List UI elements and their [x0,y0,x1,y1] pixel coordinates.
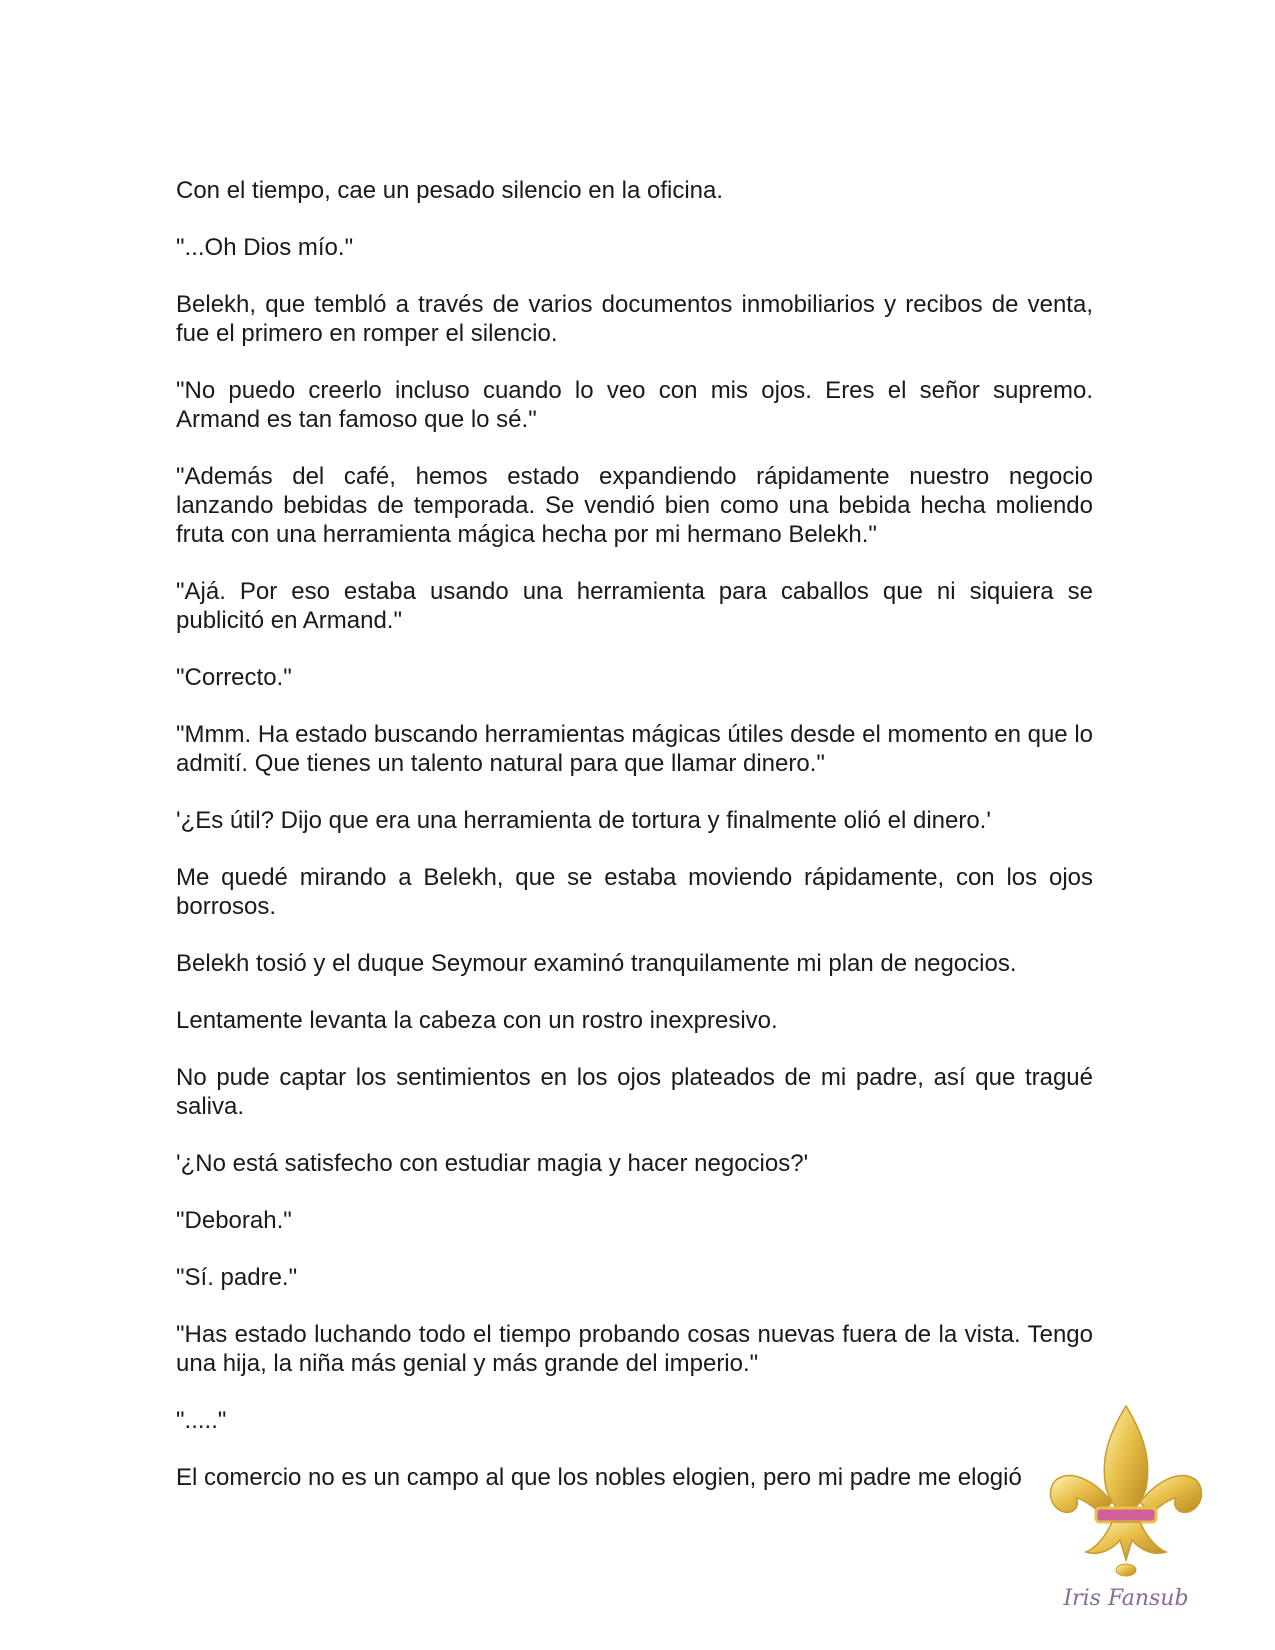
paragraph: Lentamente levanta la cabeza con un rostro inexpresivo. [176,1007,778,1034]
paragraph: "Ajá. Por eso estaba usando una herramienta para caballos que ni siquiera se publicitó en Armand." [176,578,1093,634]
watermark-text: Iris Fansub [1063,1586,1189,1611]
paragraph: El comercio no es un campo al que los nobles elogien, pero mi padre me elogió [176,1464,1022,1491]
paragraph: "Has estado luchando todo el tiempo probando cosas nuevas fuera de la vista. Tengo una hija, la niña más genial y más grande del imperio." [176,1321,1093,1377]
paragraph: Belekh tosió y el duque Seymour examinó tranquilamente mi plan de negocios. [176,950,1017,977]
paragraph: "Sí. padre." [176,1264,298,1291]
fleur-de-lis-icon [1046,1402,1206,1582]
paragraph: Con el tiempo, cae un pesado silencio en la oficina. [176,177,724,204]
paragraph: "Correcto." [176,664,292,691]
paragraph: No pude captar los sentimientos en los ojos plateados de mi padre, así que tragué saliva. [176,1064,1093,1120]
paragraph: "No puedo creerlo incluso cuando lo veo con mis ojos. Eres el señor supremo. Armand es tan famoso que lo sé." [176,377,1093,433]
paragraph: "....." [176,1407,227,1434]
document-body [176,176,1093,1520]
paragraph: "...Oh Dios mío." [176,234,354,261]
paragraph: '¿No está satisfecho con estudiar magia y hacer negocios?' [176,1150,809,1177]
paragraph: "Además del café, hemos estado expandiendo rápidamente nuestro negocio lanzando bebidas de temporada. Se vendió bien como una bebida hecha moliendo fruta con una herramienta mágica hecha por mi hermano Belekh." [176,463,1093,548]
paragraph: Belekh, que tembló a través de varios documentos inmobiliarios y recibos de venta, fue el primero en romper el silencio. [176,291,1093,347]
paragraph: '¿Es útil? Dijo que era una herramienta de tortura y finalmente olió el dinero.' [176,807,991,834]
paragraph: "Mmm. Ha estado buscando herramientas mágicas útiles desde el momento en que lo admití. Que tienes un talento natural para que llamar dinero." [176,721,1093,777]
paragraph: "Deborah." [176,1207,292,1234]
watermark-logo [1046,1402,1206,1614]
paragraph: Me quedé mirando a Belekh, que se estaba moviendo rápidamente, con los ojos borrosos. [176,864,1093,920]
